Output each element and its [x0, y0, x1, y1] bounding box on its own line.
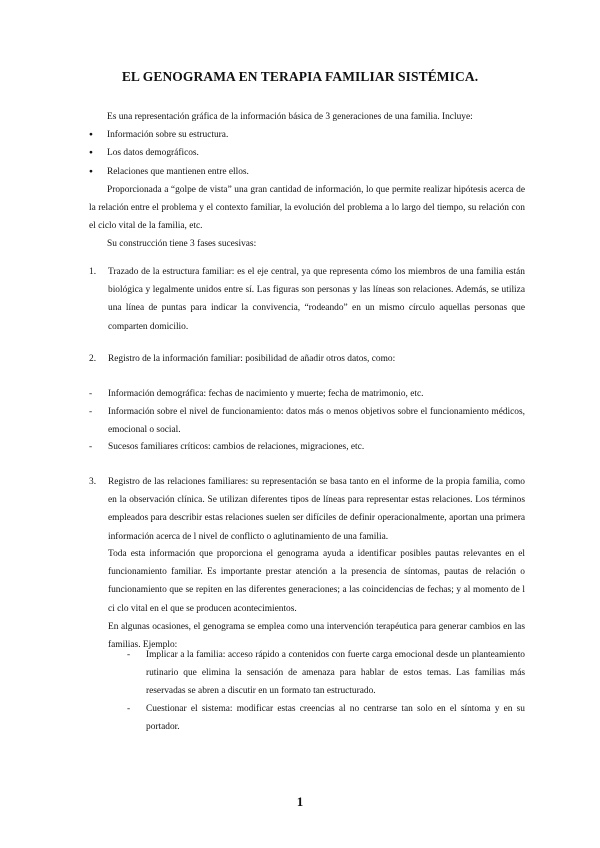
- bullet-item-structure: ● Información sobre su estructura.: [89, 126, 525, 144]
- sub-item-text: Cuestionar el sistema: modificar estas creencias al no centrarse tan solo en el síntoma y en su portador.: [146, 704, 525, 733]
- item-text: Registro de la información familiar: posibilidad de añadir otros datos, como:: [108, 354, 396, 364]
- dash-marker: -: [89, 389, 93, 399]
- fases-paragraph: Su construcción tiene 3 fases sucesivas:: [107, 239, 257, 250]
- dash-marker: -: [89, 407, 93, 417]
- dash-marker: -: [127, 704, 131, 714]
- item-text: Registro de las relaciones familiares: su representación se basa tanto en el informe de la propia familia, como en la observación clínica. Se utilizan diferentes tipos de líneas para representar estas relaciones. Los términos empleados para describir estas relaciones suelen ser difíciles de definir operacionalmente, aportan una primera información acerca de l nivel de conflicto o aglutinamiento de una familia.: [108, 477, 525, 542]
- intro-section: [89, 108, 525, 254]
- pautas-paragraph: Toda esta información que proporciona el genograma ayuda a identificar posibles pautas relevantes en el funcionamiento familiar. Es importante prestar atención a la presencia de síntomas, pautas de relación o funcionamiento que se repiten en las diferentes generaciones; a las coincidencias de fechas; y al momento de l ci clo vital en el que se producen acontecimientos.: [108, 549, 525, 614]
- item-number: 1.: [89, 267, 97, 277]
- page-number: 1: [296, 794, 304, 809]
- item-number: 3.: [89, 477, 97, 487]
- dash-item-demographic: [89, 385, 525, 403]
- dash-item-functioning: [89, 403, 525, 439]
- dash-text: Información sobre el nivel de funcionamiento: datos más o menos objetivos sobre el funcionamiento médicos, emocional o social.: [108, 407, 525, 436]
- dash-item-critical-events: [89, 438, 525, 456]
- sub-item-implicar: [127, 646, 525, 701]
- dash-text: Información demográfica: fechas de nacimiento y muerte; fecha de matrimonio, etc.: [108, 389, 424, 399]
- numbered-item-2: [89, 350, 525, 368]
- dash-text: Sucesos familiares críticos: cambios de relaciones, migraciones, etc.: [108, 442, 365, 452]
- sub-item-cuestionar: [127, 700, 525, 736]
- dash-marker: -: [127, 650, 131, 660]
- closing-section: [108, 545, 525, 654]
- bullet-list: [89, 126, 525, 181]
- item-text: Trazado de la estructura familiar: es el eje central, ya que representa cómo los miembros de una familia están biológica y legalmente unidos entre sí. Las figuras son personas y las líneas son relaciones. Además, se utiliza una línea de puntas para indicar la convivencia, “rodeando” en un mismo círculo aquellas personas que comparten domicilio.: [108, 267, 525, 332]
- bullet-item-demographics: ● Los datos demográficos.: [89, 144, 525, 162]
- dash-marker: -: [89, 442, 93, 452]
- item-number: 2.: [89, 354, 97, 364]
- vista-paragraph: Proporcionada a “golpe de vista” una gran cantidad de información, lo que permite realizar hipótesis acerca de la relación entre el problema y el contexto familiar, la evolución del problema a lo largo del tiempo, su relación con el ciclo vital de la familia, etc.: [89, 184, 525, 232]
- intro-paragraph: Es una representación gráfica de la información básica de 3 generaciones de una familia. Incluye:: [107, 112, 473, 122]
- sub-item-text: Implicar a la familia: acceso rápido a contenidos con fuerte carga emocional desde un planteamiento rutinario que elimina la sensación de amenaza para hablar de estos temas. Las familias más reservadas se abren a discutir en un formato tan estructurado.: [146, 650, 525, 697]
- intervencion-paragraph: En algunas ocasiones, el genograma se emplea como una intervención terapéutica para generar cambios en las familias. Ejemplo:: [108, 621, 525, 651]
- document-title: EL GENOGRAMA EN TERAPIA FAMILIAR SISTÉMICA.: [121, 69, 479, 84]
- bullet-item-relations: ● Relaciones que mantienen entre ellos.: [89, 163, 525, 181]
- numbered-item-3: [89, 473, 525, 546]
- numbered-item-1: [89, 263, 525, 336]
